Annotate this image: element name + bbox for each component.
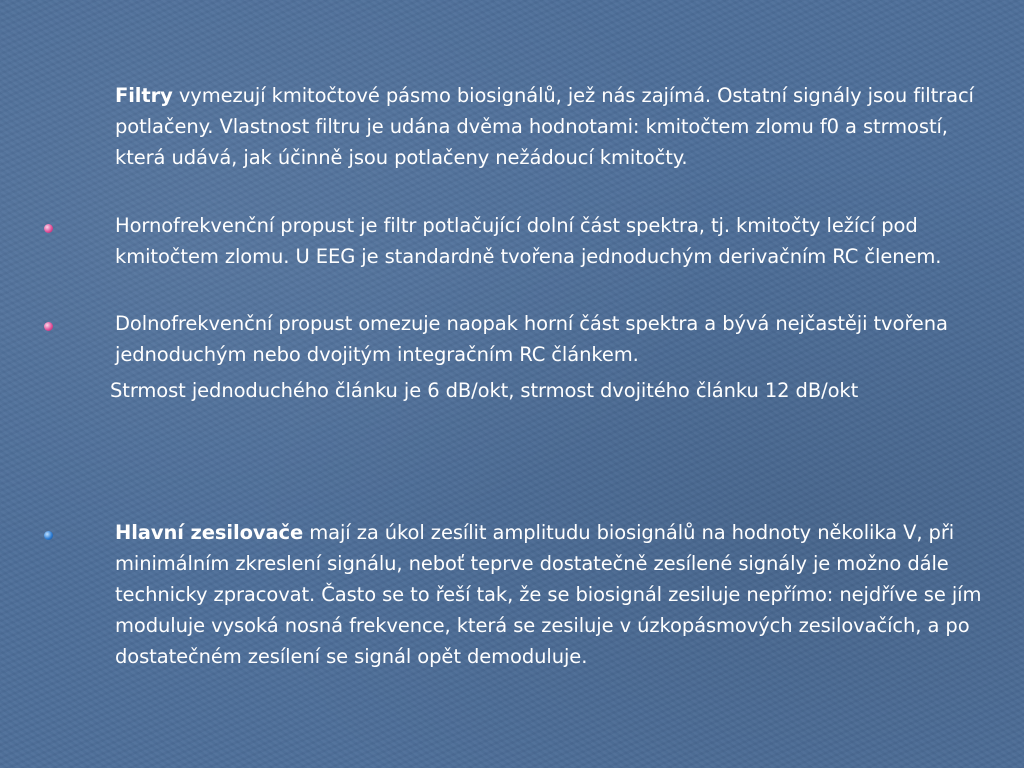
pink-bullet-icon bbox=[44, 322, 53, 331]
paragraph-text: Dolnofrekvenční propust omezuje naopak horní část spektra a bývá nejčastěji tvořena jednoduchým nebo dvojitým integračním RC článkem. bbox=[115, 312, 948, 366]
paragraph-text: mají za úkol zesílit amplitudu biosignálů na hodnoty několika V, při minimálním zkreslení signálu, neboť teprve dostatečně zesílené signály je možno dále technicky zpracovat. Často se to řeší tak, že se biosignál zesiluje nepřímo: nejdříve se jím moduluje vysoká nosná frekvence, která se zesiluje v úzkopásmových zesilovačích, a po dostatečném zesílení se signál opět demoduluje. bbox=[115, 521, 982, 668]
pink-bullet-icon bbox=[44, 224, 53, 233]
paragraph-text: vymezují kmitočtové pásmo biosignálů, jež nás zajímá. Ostatní signály jsou filtrací potlačeny. Vlastnost filtru je udána dvěma hodnotami: kmitočtem zlomu f0 a strmostí, která udává, jak účinně jsou potlačeny nežádoucí kmitočty. bbox=[115, 84, 974, 169]
paragraph-dolnofrekvencni bbox=[115, 308, 985, 370]
blue-bullet-icon bbox=[44, 531, 53, 540]
paragraph-hlavni-zesilovace bbox=[115, 517, 985, 672]
paragraph-text: Strmost jednoduchého článku je 6 dB/okt, strmost dvojitého článku 12 dB/okt bbox=[110, 379, 859, 402]
paragraph-strmost bbox=[110, 375, 930, 406]
paragraph-bold-term: Filtry bbox=[115, 84, 173, 107]
paragraph-hornofrekvencni bbox=[115, 210, 985, 272]
paragraph-filtry bbox=[115, 80, 985, 173]
paragraph-bold-term: Hlavní zesilovače bbox=[115, 521, 304, 544]
paragraph-text: Hornofrekvenční propust je filtr potlačující dolní část spektra, tj. kmitočty ležící pod kmitočtem zlomu. U EEG je standardně tvořena jednoduchým derivačním RC členem. bbox=[115, 214, 942, 268]
